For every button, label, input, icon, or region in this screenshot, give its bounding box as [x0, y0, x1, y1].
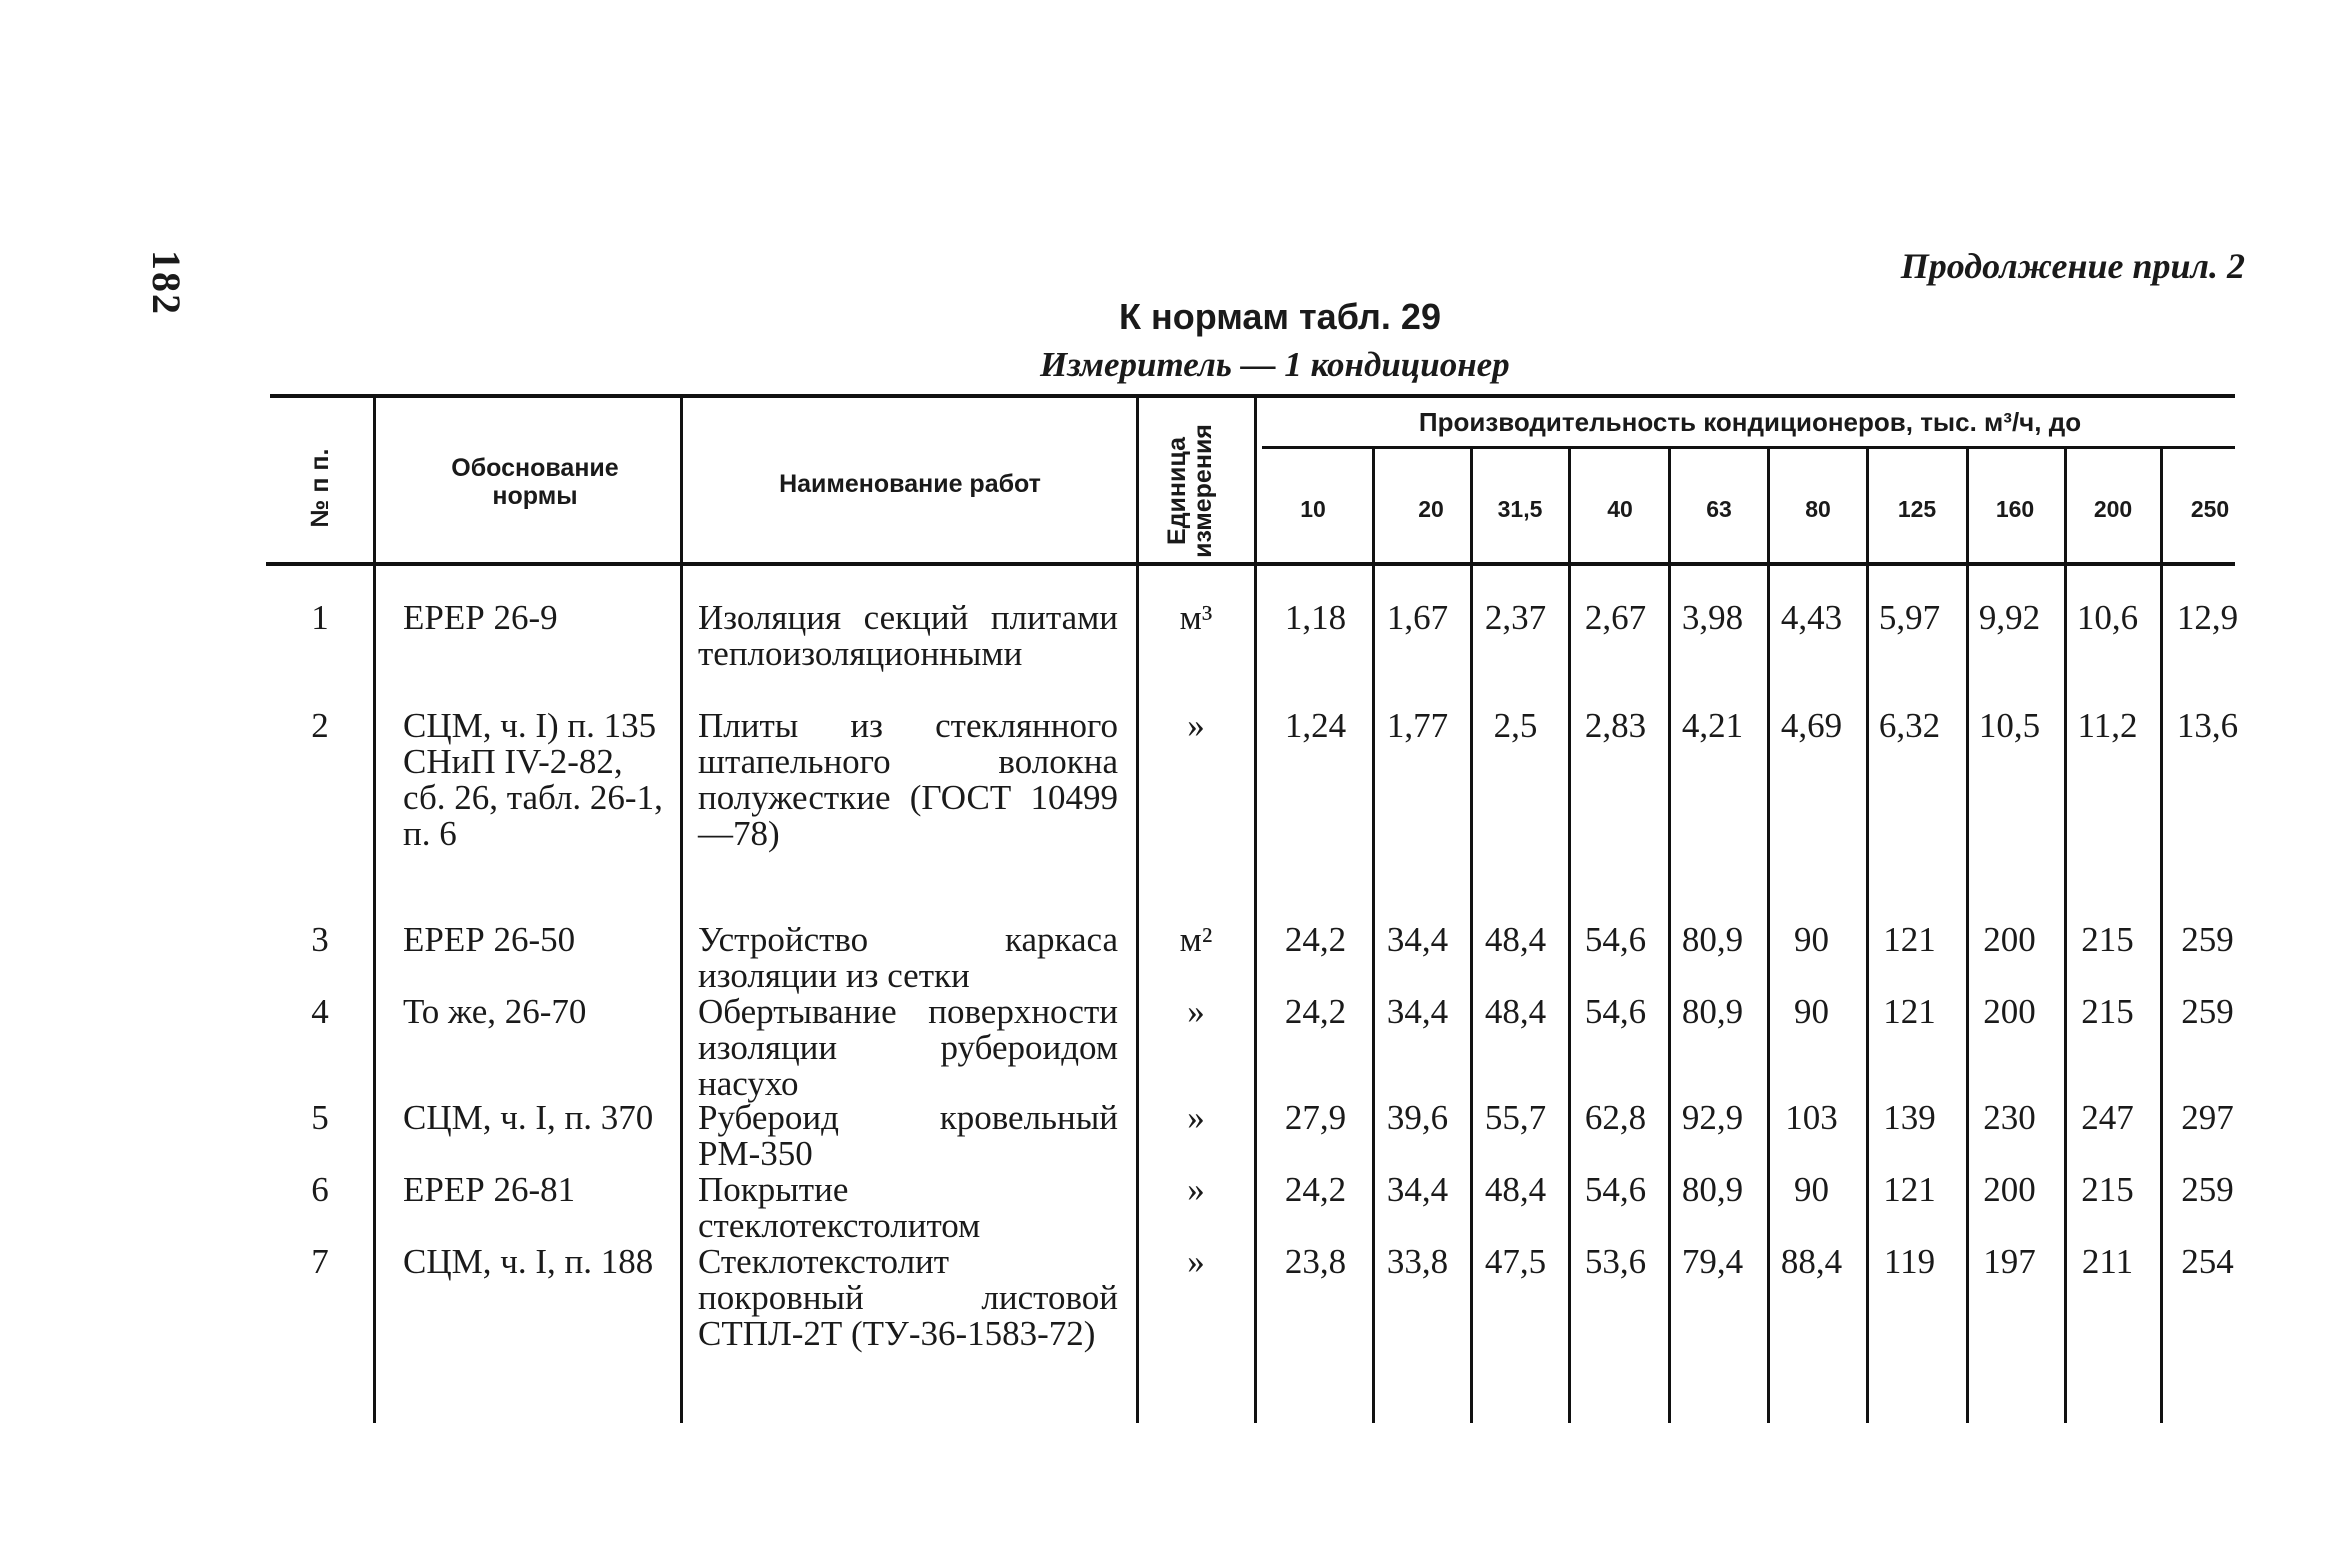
capacity-value: 3,98 — [1681, 598, 1744, 637]
capacity-value: 79,4 — [1681, 1242, 1744, 1281]
measure-caption: Измеритель — 1 кондиционер — [1040, 345, 1510, 384]
norm-basis: СЦМ, ч. I) п. 135 СНиП IV-2-82, сб. 26, табл. 26-1, п. 6 — [403, 706, 663, 853]
capacity-value: 23,8 — [1284, 1242, 1347, 1281]
capacity-value: 24,2 — [1284, 992, 1347, 1031]
unit-of-measure: » — [1187, 1170, 1205, 1209]
header-row-number: № п п. — [306, 448, 334, 528]
table-title: К нормам табл. 29 — [1119, 296, 1441, 337]
capacity-value: 4,21 — [1681, 706, 1744, 745]
capacity-value: 259 — [2181, 920, 2234, 959]
row-number: 6 — [311, 1170, 329, 1209]
capacity-value: 92,9 — [1681, 1098, 1744, 1137]
capacity-value: 2,5 — [1493, 706, 1538, 745]
unit-of-measure: » — [1187, 706, 1205, 745]
header-capacity: Производительность кондиционеров, тыс. м³/ч, до — [1418, 407, 2082, 437]
work-name: Стеклотекстолит покровный листовой СТПЛ-2Т (ТУ-36-1583-72) — [698, 1242, 1118, 1353]
capacity-value: 80,9 — [1681, 1170, 1744, 1209]
capacity-value: 230 — [1983, 1098, 2036, 1137]
capacity-value: 197 — [1983, 1242, 2036, 1281]
capacity-value: 54,6 — [1584, 992, 1647, 1031]
work-name: Рубероид кровельный РМ-350 — [698, 1098, 1118, 1173]
capacity-value: 139 — [1883, 1098, 1936, 1137]
capacity-value: 54,6 — [1584, 920, 1647, 959]
capacity-value: 6,32 — [1878, 706, 1941, 745]
capacity-col-header: 250 — [2190, 496, 2230, 522]
col-divider — [1254, 398, 1257, 1423]
capacity-value: 5,97 — [1878, 598, 1941, 637]
capacity-value: 9,92 — [1978, 598, 2041, 637]
capacity-value: 1,67 — [1386, 598, 1449, 637]
capacity-col-header: 200 — [2093, 496, 2133, 522]
capacity-value: 90 — [1794, 920, 1829, 959]
capacity-col-header: 80 — [1805, 496, 1831, 522]
col-divider — [680, 398, 683, 1423]
capacity-value: 55,7 — [1484, 1098, 1547, 1137]
capacity-value: 12,9 — [2176, 598, 2239, 637]
capacity-value: 1,24 — [1284, 706, 1347, 745]
capacity-value: 200 — [1983, 1170, 2036, 1209]
capacity-value: 2,37 — [1484, 598, 1547, 637]
capacity-col-header: 31,5 — [1497, 496, 1543, 522]
capacity-value: 119 — [1883, 1242, 1936, 1281]
capacity-value: 24,2 — [1284, 920, 1347, 959]
capacity-value: 13,6 — [2176, 706, 2239, 745]
norm-basis: То же, 26-70 — [403, 992, 587, 1031]
work-name: Изоляция секций плитами теплоизоляционными — [698, 598, 1118, 673]
capacity-value: 1,18 — [1284, 598, 1347, 637]
capacity-value: 54,6 — [1584, 1170, 1647, 1209]
work-name: Плиты из стеклянного штапельного волокна полужесткие (ГОСТ 10499—78) — [698, 706, 1118, 853]
capacity-value: 80,9 — [1681, 920, 1744, 959]
capacity-value: 48,4 — [1484, 992, 1547, 1031]
capacity-value: 10,5 — [1978, 706, 2041, 745]
unit-of-measure: м² — [1179, 920, 1213, 959]
capacity-value: 33,8 — [1386, 1242, 1449, 1281]
capacity-value: 27,9 — [1284, 1098, 1347, 1137]
capacity-value: 211 — [2081, 1242, 2134, 1281]
capacity-value: 48,4 — [1484, 920, 1547, 959]
continuation-note: Продолжение прил. 2 — [1900, 246, 2245, 286]
row-number: 7 — [311, 1242, 329, 1281]
row-number: 4 — [311, 992, 329, 1031]
capacity-value: 24,2 — [1284, 1170, 1347, 1209]
capacity-value: 247 — [2081, 1098, 2134, 1137]
capacity-col-header: 63 — [1706, 496, 1732, 522]
capacity-value: 121 — [1883, 992, 1936, 1031]
capacity-value: 1,77 — [1386, 706, 1449, 745]
norm-basis: СЦМ, ч. I, п. 188 — [403, 1242, 654, 1281]
capacity-value: 47,5 — [1484, 1242, 1547, 1281]
capacity-value: 34,4 — [1386, 920, 1449, 959]
header-unit: Единица измерения — [1163, 424, 1217, 558]
capacity-value: 48,4 — [1484, 1170, 1547, 1209]
capacity-value: 121 — [1883, 1170, 1936, 1209]
capacity-value: 121 — [1883, 920, 1936, 959]
capacity-value: 88,4 — [1780, 1242, 1843, 1281]
capacity-value: 259 — [2181, 992, 2234, 1031]
capacity-value: 90 — [1794, 992, 1829, 1031]
capacity-col-header: 125 — [1897, 496, 1937, 522]
capacity-value: 215 — [2081, 992, 2134, 1031]
capacity-value: 4,43 — [1780, 598, 1843, 637]
work-name: Устройство каркаса изоляции из сетки — [698, 920, 1118, 995]
capacity-value: 2,83 — [1584, 706, 1647, 745]
capacity-value: 62,8 — [1584, 1098, 1647, 1137]
row-number: 3 — [311, 920, 329, 959]
work-name: Покрытие стеклотекстолитом — [698, 1170, 981, 1245]
page-number: 182 — [144, 250, 189, 316]
unit-of-measure: » — [1187, 1242, 1205, 1281]
unit-of-measure: » — [1187, 992, 1205, 1031]
row-number: 1 — [311, 598, 329, 637]
capacity-value: 10,6 — [2076, 598, 2139, 637]
capacity-value: 80,9 — [1681, 992, 1744, 1031]
capacity-col-header: 40 — [1607, 496, 1633, 522]
unit-of-measure: м³ — [1179, 598, 1213, 637]
norm-basis: ЕРЕР 26-81 — [403, 1170, 576, 1209]
capacity-value: 39,6 — [1386, 1098, 1449, 1137]
capacity-value: 200 — [1983, 992, 2036, 1031]
table-top-rule — [270, 394, 2235, 398]
row-number: 5 — [311, 1098, 329, 1137]
capacity-col-header: 160 — [1995, 496, 2035, 522]
norm-basis: СЦМ, ч. I, п. 370 — [403, 1098, 654, 1137]
row-number: 2 — [311, 706, 329, 745]
capacity-col-header: 10 — [1300, 496, 1326, 522]
capacity-value: 215 — [2081, 1170, 2134, 1209]
col-divider — [373, 398, 376, 1423]
capacity-value: 254 — [2181, 1242, 2234, 1281]
capacity-value: 34,4 — [1386, 992, 1449, 1031]
capacity-value: 215 — [2081, 920, 2134, 959]
unit-of-measure: » — [1187, 1098, 1205, 1137]
header-basis: Обоснование нормы — [451, 454, 619, 510]
capacity-value: 103 — [1785, 1098, 1838, 1137]
capacity-value: 4,69 — [1780, 706, 1843, 745]
capacity-header-rule — [1262, 446, 2235, 449]
capacity-col-header: 20 — [1418, 496, 1444, 522]
capacity-value: 11,2 — [2077, 706, 2138, 745]
header-work: Наименование работ — [779, 470, 1041, 498]
norm-basis: ЕРЕР 26-50 — [403, 920, 576, 959]
capacity-value: 297 — [2181, 1098, 2234, 1137]
capacity-value: 34,4 — [1386, 1170, 1449, 1209]
header-bottom-rule — [266, 562, 2235, 566]
capacity-value: 200 — [1983, 920, 2036, 959]
capacity-value: 53,6 — [1584, 1242, 1647, 1281]
norm-basis: ЕРЕР 26-9 — [403, 598, 558, 637]
capacity-value: 90 — [1794, 1170, 1829, 1209]
col-divider — [1136, 398, 1139, 1423]
work-name: Обертывание поверхности изоляции рубероидом насухо — [698, 992, 1118, 1103]
capacity-value: 2,67 — [1584, 598, 1647, 637]
capacity-value: 259 — [2181, 1170, 2234, 1209]
